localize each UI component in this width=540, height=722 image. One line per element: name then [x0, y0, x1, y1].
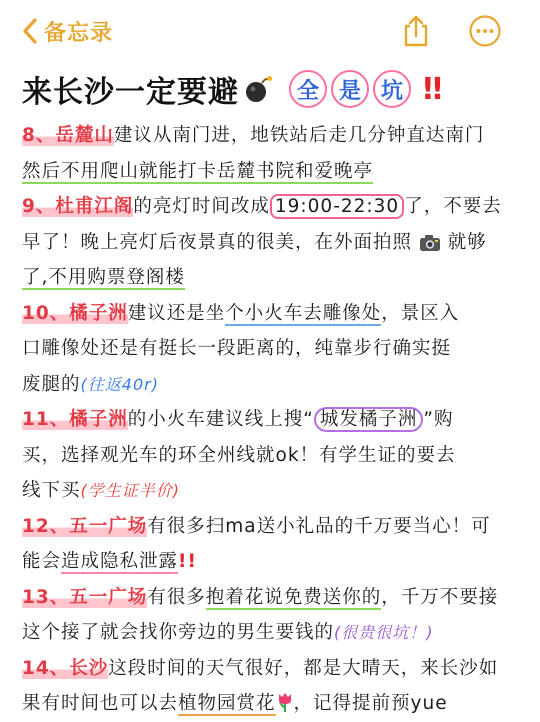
tulip-icon — [276, 691, 294, 713]
exclamation: !! — [178, 551, 197, 572]
camera-icon — [419, 234, 441, 252]
item-number: 9、杜甫江阁 — [22, 196, 134, 217]
back-label: 备忘录 — [44, 20, 114, 46]
item-text: 买，选择观光车的环全州线就ok！有学生证的要去 — [22, 444, 456, 466]
note-line — [22, 154, 522, 190]
item-text: 废腿的 — [22, 373, 81, 395]
note-line — [22, 438, 522, 474]
handwritten-note: (学生证半价) — [80, 481, 181, 500]
share-icon — [400, 14, 432, 48]
item-text: 果有时间也可以去 — [22, 693, 179, 714]
item-text: 了,不用购票登阁楼 — [22, 267, 185, 288]
item-text: 口雕像处还是有挺长一段距离的，纯靠步行确实挺 — [22, 338, 452, 359]
note-line — [22, 544, 522, 580]
note-line — [22, 651, 522, 687]
note-line — [22, 260, 522, 296]
bomb-icon — [243, 74, 273, 104]
note-line — [22, 615, 522, 651]
handwritten-note: (往返40r) — [80, 374, 159, 394]
handwritten-note: (很贵很坑！) — [334, 623, 434, 642]
time-range: 19:00-22:30 — [270, 194, 404, 219]
handwritten-all-pits — [289, 70, 415, 108]
item-number: 10、橘子洲 — [22, 302, 128, 324]
share-button[interactable] — [400, 14, 432, 48]
search-keyword: 城发橘子洲 — [314, 407, 424, 432]
chevron-left-icon — [22, 17, 38, 45]
item-text: 建议从南门进，地铁站后走几分钟直达南门 — [113, 125, 485, 146]
note-title: 来长沙一定要避 — [22, 75, 239, 110]
item-text: 就够 — [447, 231, 487, 253]
item-number: 8、岳麓山 — [22, 125, 114, 146]
note-line — [22, 189, 522, 225]
note-line — [22, 225, 522, 261]
item-number: 11、橘子洲 — [22, 409, 128, 430]
item-text: 的亮灯时间改成 — [133, 196, 270, 217]
item-text: 抱着花说免费送你的 — [205, 586, 382, 608]
note-line — [22, 580, 522, 616]
title-exclamation: !! — [421, 71, 441, 107]
back-button[interactable] — [22, 14, 113, 48]
note-line — [22, 367, 522, 403]
item-text: 的小火车建议线上搜“ — [127, 409, 314, 430]
note-line — [22, 686, 522, 722]
item-text: 这段时间的天气很好，都是大晴天，来长沙如 — [108, 657, 499, 679]
note-line — [22, 473, 522, 509]
more-icon — [468, 14, 502, 48]
note-line — [22, 118, 522, 154]
item-text: 了，不要去 — [404, 196, 502, 217]
item-text: 有很多 — [147, 586, 206, 608]
item-text: 个小火车去雕像处 — [225, 302, 382, 324]
note-title-row — [22, 66, 440, 112]
note-line — [22, 331, 522, 367]
item-number: 12、五一广场 — [22, 515, 148, 537]
note-body[interactable] — [22, 118, 522, 722]
item-text: 线下买 — [22, 480, 81, 501]
item-text: 有很多扫ma送小礼品的千万要当心！可 — [147, 515, 491, 537]
note-line — [22, 402, 522, 438]
item-number: 13、五一广场 — [22, 586, 148, 608]
item-text: ，记得提前预yue — [293, 693, 448, 714]
note-line — [22, 509, 522, 545]
item-text: 造成隐私泄露 — [61, 551, 179, 572]
item-text: 这个接了就会找你旁边的男生要钱的 — [22, 622, 335, 643]
item-text: 能会 — [22, 551, 62, 572]
item-number: 14、长沙 — [22, 657, 109, 679]
item-text: 建议还是坐 — [127, 302, 226, 324]
handwritten-char: 全 — [289, 70, 327, 108]
item-text: 植物园赏花 — [178, 693, 276, 714]
item-text: 早了！晚上亮灯后夜景真的很美，在外面拍照 — [22, 231, 413, 253]
note-line — [22, 296, 522, 332]
handwritten-char: 坑 — [373, 70, 411, 108]
item-text: ，景区入 — [381, 302, 460, 324]
handwritten-char: 是 — [331, 70, 369, 108]
item-text: 然后不用爬山就能打卡岳麓书院和爱晚亭 — [22, 160, 374, 182]
item-text: ，千万不要接 — [381, 586, 499, 608]
top-bar — [0, 0, 540, 62]
more-button[interactable] — [468, 14, 502, 48]
item-text: ”购 — [423, 409, 454, 430]
